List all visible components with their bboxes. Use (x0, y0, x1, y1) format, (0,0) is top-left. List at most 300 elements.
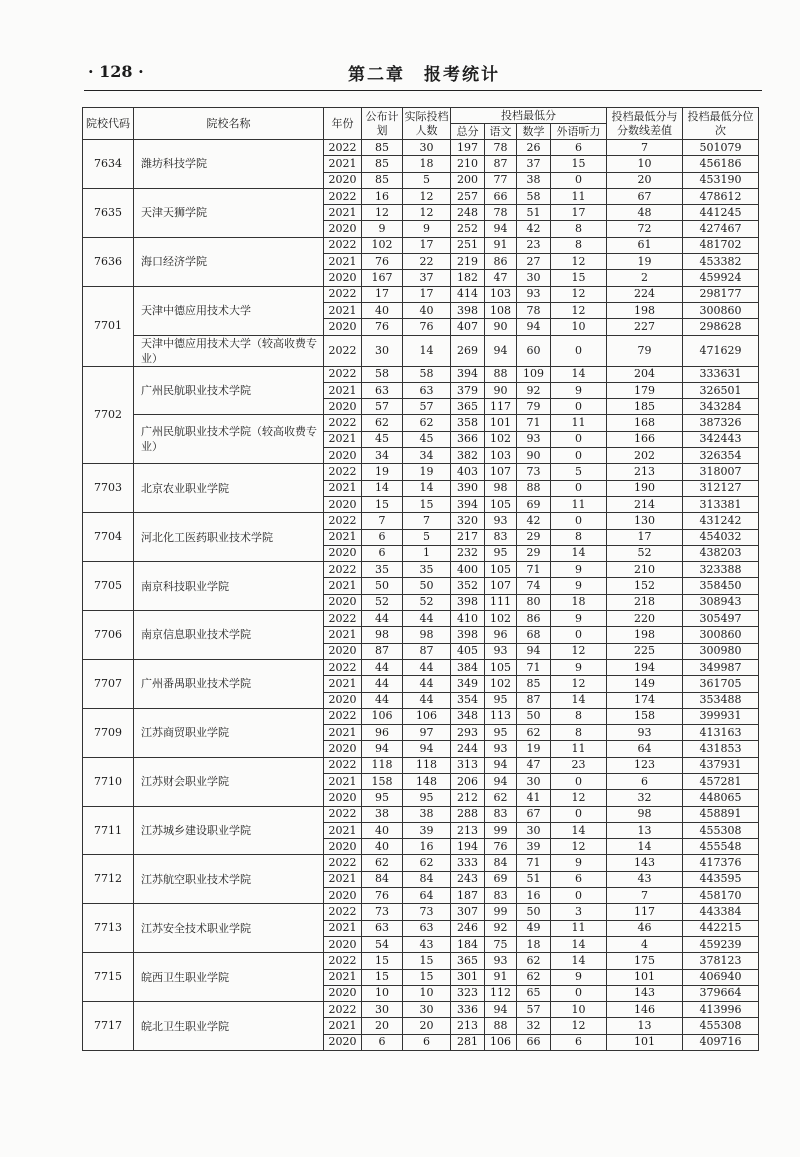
cell-diff: 166 (607, 431, 683, 447)
cell-total: 269 (451, 335, 485, 366)
cell-year: 2020 (324, 790, 362, 806)
cell-plan: 63 (362, 920, 403, 936)
table-row (83, 708, 759, 724)
cell-chinese: 107 (485, 464, 517, 480)
cell-actual: 44 (403, 692, 451, 708)
cell-plan: 54 (362, 936, 403, 952)
cell-plan: 62 (362, 855, 403, 871)
table-row (83, 757, 759, 773)
cell-plan: 30 (362, 1002, 403, 1018)
cell-chinese: 83 (485, 888, 517, 904)
cell-plan: 15 (362, 969, 403, 985)
cell-year: 2020 (324, 319, 362, 335)
cell-chinese: 78 (485, 205, 517, 221)
cell-rank: 378123 (683, 953, 759, 969)
cell-year: 2021 (324, 627, 362, 643)
school-name: 江苏城乡建设职业学院 (134, 806, 324, 855)
cell-foreign: 11 (551, 741, 607, 757)
cell-actual: 15 (403, 496, 451, 512)
school-name: 北京农业职业学院 (134, 464, 324, 513)
cell-chinese: 94 (485, 757, 517, 773)
cell-total: 206 (451, 773, 485, 789)
cell-math: 19 (517, 741, 551, 757)
cell-diff: 98 (607, 806, 683, 822)
cell-total: 410 (451, 611, 485, 627)
cell-math: 93 (517, 286, 551, 302)
cell-math: 50 (517, 708, 551, 724)
cell-total: 398 (451, 302, 485, 318)
cell-foreign: 12 (551, 302, 607, 318)
cell-rank: 501079 (683, 140, 759, 156)
cell-total: 182 (451, 270, 485, 286)
cell-total: 394 (451, 366, 485, 382)
cell-foreign: 0 (551, 627, 607, 643)
cell-foreign: 9 (551, 659, 607, 675)
cell-math: 29 (517, 545, 551, 561)
cell-plan: 6 (362, 1034, 403, 1050)
cell-diff: 52 (607, 545, 683, 561)
cell-actual: 15 (403, 953, 451, 969)
cell-plan: 38 (362, 806, 403, 822)
cell-year: 2021 (324, 676, 362, 692)
cell-chinese: 69 (485, 871, 517, 887)
school-code: 7701 (83, 286, 134, 366)
cell-total: 246 (451, 920, 485, 936)
cell-actual: 5 (403, 529, 451, 545)
cell-diff: 179 (607, 382, 683, 398)
cell-plan: 96 (362, 725, 403, 741)
cell-actual: 17 (403, 286, 451, 302)
cell-total: 394 (451, 496, 485, 512)
cell-plan: 102 (362, 237, 403, 253)
school-code: 7713 (83, 904, 134, 953)
cell-actual: 95 (403, 790, 451, 806)
cell-year: 2020 (324, 741, 362, 757)
cell-diff: 72 (607, 221, 683, 237)
cell-total: 213 (451, 822, 485, 838)
cell-foreign: 12 (551, 790, 607, 806)
cell-total: 398 (451, 594, 485, 610)
cell-foreign: 8 (551, 725, 607, 741)
cell-foreign: 9 (551, 969, 607, 985)
cell-math: 94 (517, 643, 551, 659)
cell-chinese: 108 (485, 302, 517, 318)
cell-chinese: 99 (485, 822, 517, 838)
cell-foreign: 0 (551, 773, 607, 789)
cell-foreign: 9 (551, 382, 607, 398)
cell-math: 39 (517, 839, 551, 855)
cell-foreign: 0 (551, 448, 607, 464)
cell-rank: 399931 (683, 708, 759, 724)
school-code: 7705 (83, 562, 134, 611)
cell-rank: 478612 (683, 188, 759, 204)
cell-chinese: 62 (485, 790, 517, 806)
cell-diff: 204 (607, 366, 683, 382)
cell-rank: 442215 (683, 920, 759, 936)
cell-math: 29 (517, 529, 551, 545)
cell-plan: 84 (362, 871, 403, 887)
cell-math: 65 (517, 985, 551, 1001)
cell-chinese: 117 (485, 399, 517, 415)
cell-diff: 143 (607, 985, 683, 1001)
cell-total: 301 (451, 969, 485, 985)
header-total: 总分 (451, 124, 485, 140)
cell-total: 384 (451, 659, 485, 675)
cell-plan: 40 (362, 822, 403, 838)
cell-actual: 94 (403, 741, 451, 757)
school-name: 皖北卫生职业学院 (134, 1002, 324, 1051)
cell-foreign: 9 (551, 855, 607, 871)
cell-math: 30 (517, 822, 551, 838)
cell-diff: 13 (607, 822, 683, 838)
cell-year: 2022 (324, 335, 362, 366)
cell-chinese: 102 (485, 611, 517, 627)
cell-plan: 12 (362, 205, 403, 221)
cell-rank: 323388 (683, 562, 759, 578)
cell-year: 2021 (324, 254, 362, 270)
cell-chinese: 98 (485, 480, 517, 496)
school-name: 江苏财会职业学院 (134, 757, 324, 806)
cell-math: 41 (517, 790, 551, 806)
cell-plan: 19 (362, 464, 403, 480)
school-name: 潍坊科技学院 (134, 140, 324, 189)
cell-year: 2022 (324, 806, 362, 822)
cell-year: 2020 (324, 594, 362, 610)
cell-rank: 458170 (683, 888, 759, 904)
cell-plan: 85 (362, 140, 403, 156)
cell-chinese: 103 (485, 448, 517, 464)
cell-actual: 52 (403, 594, 451, 610)
cell-rank: 333631 (683, 366, 759, 382)
cell-year: 2020 (324, 399, 362, 415)
table-row (83, 237, 759, 253)
cell-actual: 148 (403, 773, 451, 789)
cell-actual: 7 (403, 513, 451, 529)
cell-foreign: 11 (551, 188, 607, 204)
cell-diff: 214 (607, 496, 683, 512)
cell-plan: 15 (362, 953, 403, 969)
cell-rank: 459924 (683, 270, 759, 286)
cell-plan: 98 (362, 627, 403, 643)
cell-foreign: 6 (551, 1034, 607, 1050)
header-divider (84, 90, 762, 91)
cell-rank: 427467 (683, 221, 759, 237)
cell-chinese: 76 (485, 839, 517, 855)
cell-actual: 6 (403, 1034, 451, 1050)
cell-chinese: 93 (485, 741, 517, 757)
cell-foreign: 10 (551, 1002, 607, 1018)
cell-diff: 202 (607, 448, 683, 464)
cell-actual: 38 (403, 806, 451, 822)
cell-total: 352 (451, 578, 485, 594)
cell-actual: 50 (403, 578, 451, 594)
cell-chinese: 112 (485, 985, 517, 1001)
header-diff: 投档最低分与分数线差值 (607, 108, 683, 140)
cell-year: 2022 (324, 188, 362, 204)
cell-year: 2021 (324, 382, 362, 398)
cell-plan: 44 (362, 692, 403, 708)
cell-plan: 62 (362, 415, 403, 431)
cell-chinese: 95 (485, 725, 517, 741)
cell-total: 257 (451, 188, 485, 204)
cell-chinese: 105 (485, 496, 517, 512)
cell-actual: 118 (403, 757, 451, 773)
cell-rank: 298177 (683, 286, 759, 302)
cell-actual: 106 (403, 708, 451, 724)
cell-diff: 190 (607, 480, 683, 496)
cell-actual: 35 (403, 562, 451, 578)
cell-actual: 87 (403, 643, 451, 659)
cell-math: 49 (517, 920, 551, 936)
cell-year: 2020 (324, 172, 362, 188)
cell-plan: 6 (362, 545, 403, 561)
cell-plan: 44 (362, 659, 403, 675)
school-code: 7717 (83, 1002, 134, 1051)
cell-math: 68 (517, 627, 551, 643)
cell-foreign: 0 (551, 172, 607, 188)
cell-foreign: 8 (551, 237, 607, 253)
school-name: 南京科技职业学院 (134, 562, 324, 611)
cell-chinese: 90 (485, 382, 517, 398)
cell-diff: 130 (607, 513, 683, 529)
cell-actual: 19 (403, 464, 451, 480)
cell-foreign: 12 (551, 254, 607, 270)
cell-diff: 227 (607, 319, 683, 335)
cell-actual: 63 (403, 920, 451, 936)
cell-foreign: 6 (551, 871, 607, 887)
cell-total: 349 (451, 676, 485, 692)
cell-year: 2020 (324, 692, 362, 708)
cell-plan: 76 (362, 319, 403, 335)
school-code: 7635 (83, 188, 134, 237)
cell-total: 252 (451, 221, 485, 237)
cell-foreign: 15 (551, 156, 607, 172)
cell-math: 60 (517, 335, 551, 366)
cell-foreign: 0 (551, 985, 607, 1001)
cell-chinese: 95 (485, 545, 517, 561)
cell-chinese: 93 (485, 513, 517, 529)
cell-total: 320 (451, 513, 485, 529)
cell-foreign: 14 (551, 953, 607, 969)
header-actual: 实际投档人数 (403, 108, 451, 140)
cell-chinese: 66 (485, 188, 517, 204)
cell-total: 414 (451, 286, 485, 302)
cell-actual: 9 (403, 221, 451, 237)
cell-math: 32 (517, 1018, 551, 1034)
cell-chinese: 83 (485, 529, 517, 545)
cell-actual: 10 (403, 985, 451, 1001)
cell-foreign: 11 (551, 415, 607, 431)
cell-chinese: 95 (485, 692, 517, 708)
cell-total: 213 (451, 1018, 485, 1034)
cell-rank: 318007 (683, 464, 759, 480)
cell-math: 51 (517, 205, 551, 221)
cell-foreign: 9 (551, 578, 607, 594)
school-name: 广州民航职业技术学院（较高收费专业） (134, 415, 324, 464)
cell-rank: 453382 (683, 254, 759, 270)
cell-actual: 63 (403, 382, 451, 398)
cell-actual: 30 (403, 1002, 451, 1018)
cell-rank: 437931 (683, 757, 759, 773)
table-row (83, 140, 759, 156)
cell-year: 2020 (324, 936, 362, 952)
cell-rank: 379664 (683, 985, 759, 1001)
cell-rank: 349987 (683, 659, 759, 675)
cell-foreign: 15 (551, 270, 607, 286)
header-min-score-group: 投档最低分 (451, 108, 607, 124)
cell-foreign: 0 (551, 513, 607, 529)
school-name: 广州番禺职业技术学院 (134, 659, 324, 708)
cell-plan: 87 (362, 643, 403, 659)
cell-chinese: 105 (485, 659, 517, 675)
cell-diff: 225 (607, 643, 683, 659)
cell-math: 38 (517, 172, 551, 188)
cell-math: 27 (517, 254, 551, 270)
cell-plan: 40 (362, 302, 403, 318)
table-body (83, 140, 759, 1051)
cell-actual: 57 (403, 399, 451, 415)
cell-foreign: 23 (551, 757, 607, 773)
cell-year: 2020 (324, 545, 362, 561)
cell-diff: 174 (607, 692, 683, 708)
cell-chinese: 94 (485, 335, 517, 366)
cell-diff: 213 (607, 464, 683, 480)
cell-actual: 97 (403, 725, 451, 741)
cell-year: 2021 (324, 920, 362, 936)
cell-plan: 30 (362, 335, 403, 366)
cell-diff: 101 (607, 1034, 683, 1050)
cell-rank: 457281 (683, 773, 759, 789)
cell-math: 16 (517, 888, 551, 904)
cell-plan: 45 (362, 431, 403, 447)
cell-chinese: 111 (485, 594, 517, 610)
table-row (83, 953, 759, 969)
cell-math: 74 (517, 578, 551, 594)
school-code: 7710 (83, 757, 134, 806)
cell-chinese: 102 (485, 676, 517, 692)
cell-actual: 45 (403, 431, 451, 447)
cell-chinese: 83 (485, 806, 517, 822)
cell-rank: 308943 (683, 594, 759, 610)
cell-rank: 459239 (683, 936, 759, 952)
cell-plan: 16 (362, 188, 403, 204)
cell-actual: 30 (403, 140, 451, 156)
cell-actual: 18 (403, 156, 451, 172)
school-name: 江苏航空职业技术学院 (134, 855, 324, 904)
cell-math: 109 (517, 366, 551, 382)
cell-total: 197 (451, 140, 485, 156)
cell-foreign: 14 (551, 936, 607, 952)
cell-total: 405 (451, 643, 485, 659)
cell-actual: 98 (403, 627, 451, 643)
cell-plan: 106 (362, 708, 403, 724)
header-foreign: 外语听力 (551, 124, 607, 140)
table-row (83, 562, 759, 578)
cell-total: 313 (451, 757, 485, 773)
cell-diff: 48 (607, 205, 683, 221)
cell-foreign: 0 (551, 335, 607, 366)
cell-actual: 44 (403, 659, 451, 675)
cell-total: 212 (451, 790, 485, 806)
table-row (83, 513, 759, 529)
cell-total: 219 (451, 254, 485, 270)
cell-math: 51 (517, 871, 551, 887)
cell-plan: 63 (362, 382, 403, 398)
cell-rank: 471629 (683, 335, 759, 366)
cell-math: 47 (517, 757, 551, 773)
cell-plan: 50 (362, 578, 403, 594)
cell-total: 333 (451, 855, 485, 871)
table-row (83, 1002, 759, 1018)
school-code: 7634 (83, 140, 134, 189)
cell-math: 30 (517, 270, 551, 286)
cell-math: 62 (517, 725, 551, 741)
cell-plan: 15 (362, 496, 403, 512)
cell-total: 194 (451, 839, 485, 855)
cell-total: 354 (451, 692, 485, 708)
cell-math: 58 (517, 188, 551, 204)
cell-chinese: 92 (485, 920, 517, 936)
cell-actual: 12 (403, 188, 451, 204)
cell-foreign: 14 (551, 692, 607, 708)
cell-total: 379 (451, 382, 485, 398)
school-name: 江苏商贸职业学院 (134, 708, 324, 757)
cell-diff: 67 (607, 188, 683, 204)
cell-total: 251 (451, 237, 485, 253)
cell-diff: 32 (607, 790, 683, 806)
cell-total: 288 (451, 806, 485, 822)
cell-rank: 353488 (683, 692, 759, 708)
cell-diff: 194 (607, 659, 683, 675)
cell-diff: 79 (607, 335, 683, 366)
cell-foreign: 9 (551, 611, 607, 627)
cell-actual: 37 (403, 270, 451, 286)
cell-plan: 9 (362, 221, 403, 237)
chapter-title: 第二章 报考统计 (348, 65, 500, 85)
cell-plan: 158 (362, 773, 403, 789)
cell-math: 62 (517, 953, 551, 969)
school-code: 7709 (83, 708, 134, 757)
cell-actual: 20 (403, 1018, 451, 1034)
cell-math: 94 (517, 319, 551, 335)
cell-chinese: 78 (485, 140, 517, 156)
cell-math: 18 (517, 936, 551, 952)
cell-diff: 2 (607, 270, 683, 286)
cell-rank: 455548 (683, 839, 759, 855)
cell-diff: 46 (607, 920, 683, 936)
cell-total: 400 (451, 562, 485, 578)
cell-year: 2021 (324, 480, 362, 496)
cell-rank: 358450 (683, 578, 759, 594)
cell-diff: 7 (607, 140, 683, 156)
cell-total: 323 (451, 985, 485, 1001)
cell-actual: 58 (403, 366, 451, 382)
cell-foreign: 12 (551, 286, 607, 302)
cell-chinese: 88 (485, 366, 517, 382)
cell-year: 2022 (324, 464, 362, 480)
cell-actual: 16 (403, 839, 451, 855)
cell-chinese: 84 (485, 855, 517, 871)
cell-chinese: 87 (485, 156, 517, 172)
cell-foreign: 14 (551, 545, 607, 561)
cell-chinese: 105 (485, 562, 517, 578)
table-row (83, 464, 759, 480)
cell-math: 78 (517, 302, 551, 318)
cell-total: 390 (451, 480, 485, 496)
cell-rank: 406940 (683, 969, 759, 985)
cell-math: 79 (517, 399, 551, 415)
cell-plan: 44 (362, 676, 403, 692)
